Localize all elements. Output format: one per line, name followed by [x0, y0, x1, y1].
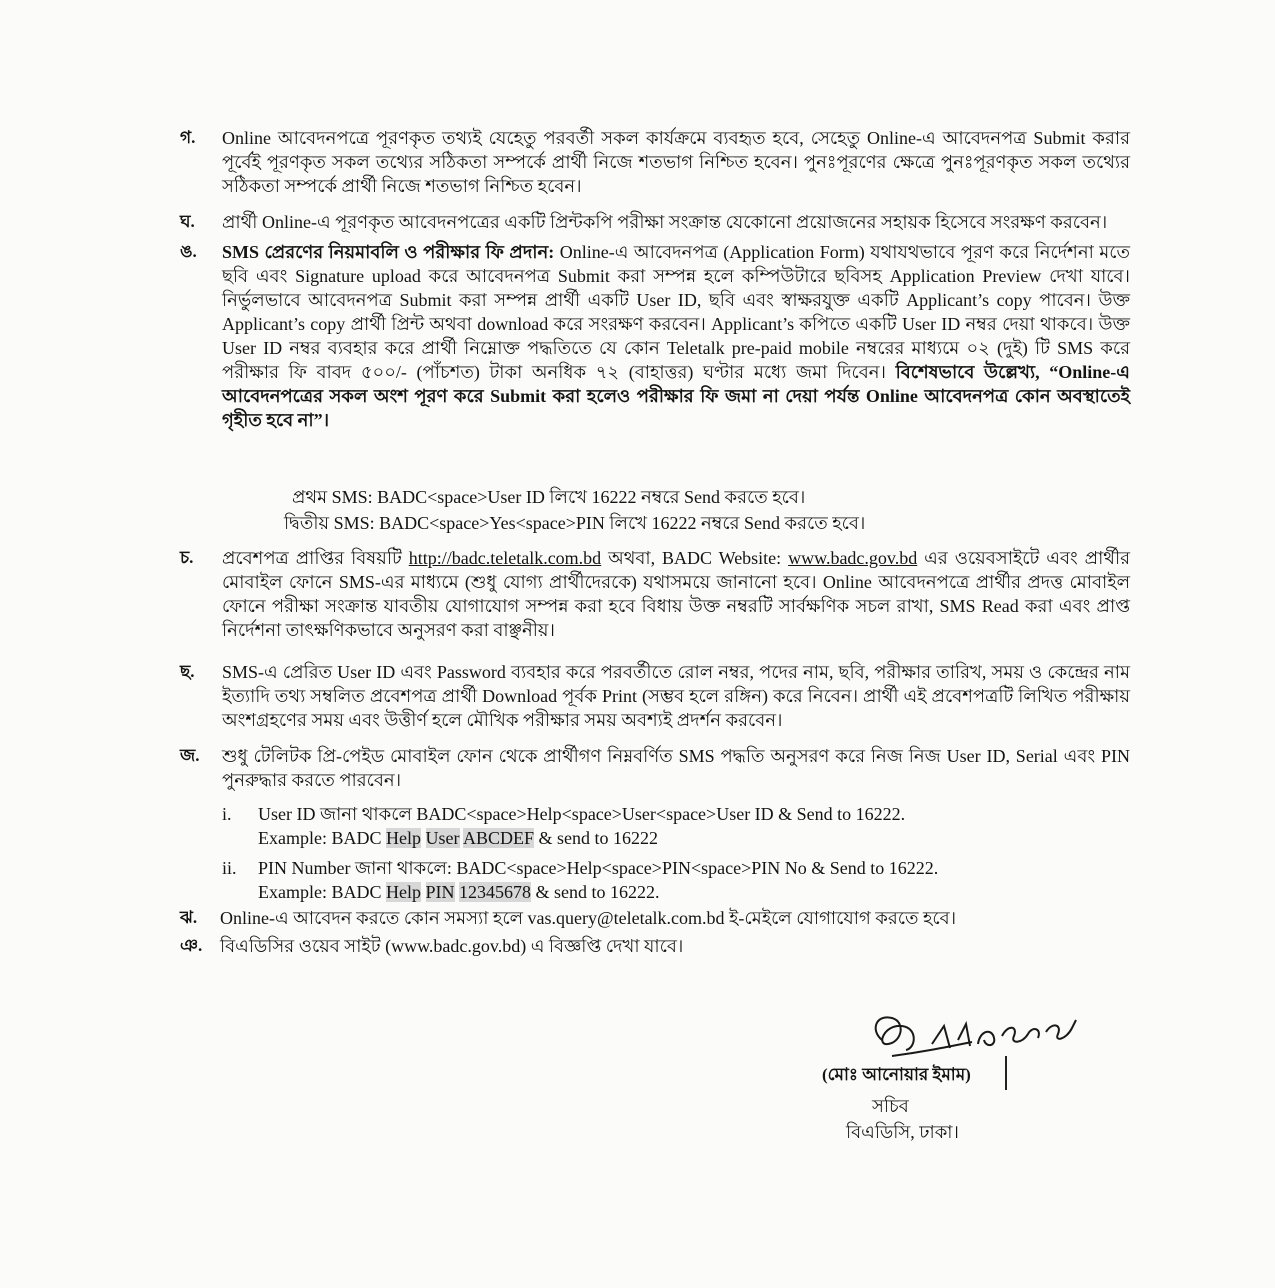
item-body: Online-এ আবেদনপত্র (Application Form) যথাযথভাবে পূরণ করে নির্দেশনা মতে ছবি এবং Signature upload করে আবেদনপত্র Submit করা সম্পন্ন হলে কম্পিউটারে ছবিসহ Application Preview দেখা যাবে। নির্ভুলভাবে আবেদনপত্র Submit করা সম্পন্ন প্রার্থী একটি User ID, ছবি এবং স্বাক্ষরযুক্ত একটি Applicant’s copy পাবেন। উক্ত Applicant’s copy প্রার্থী প্রিন্ট অথবা download করে সংরক্ষণ করবেন। Applicant’s কপিতে একটি User ID নম্বর দেয়া থাকবে। উক্ত User ID নম্বর ব্যবহার করে প্রার্থী নিম্নোক্ত পদ্ধতিতে যে কোন Teletalk pre-paid mobile নম্বরের মাধ্যমে ০২ (দুই) টি SMS করে পরীক্ষার ফি বাবদ ৫০০/- (পাঁচশত) টাকা অনধিক ৭২ (বাহাত্তর) ঘণ্টার মধ্যে জমা দিবেন। — [222, 242, 1131, 382]
item-cha — [180, 546, 1130, 642]
sub-marker: i. — [222, 804, 232, 824]
item-text: শুধু টেলিটক প্রি-পেইড মোবাইল ফোন থেকে প্রার্থীগণ নিম্নবর্ণিত SMS পদ্ধতি অনুসরণ করে নিজ নিজ User ID, Serial এবং PIN পুনরুদ্ধার করতে পারবেন। — [222, 746, 1130, 790]
item-marker: ঝ. — [180, 908, 198, 927]
sms-first: প্রথম SMS: BADC<space>User ID লিখে 16222 নম্বরে Send করতে হবে। — [292, 487, 806, 507]
example-word: ABCDEF — [463, 828, 535, 848]
item-text: SMS-এ প্রেরিত User ID এবং Password ব্যবহার করে পরবর্তীতে রোল নম্বর, পদের নাম, ছবি, পরীক্ষার তারিখ, সময় ও কেন্দ্রের নাম ইত্যাদি তথ্য সম্বলিত প্রবেশপত্র প্রার্থী Download পূর্বক Print (সম্ভব হলে রঙ্গিন) করে নিবেন। প্রার্থী এই প্রবেশপত্রটি লিখিত পরীক্ষায় অংশগ্রহণের সময় এবং উত্তীর্ণ হলে মৌখিক পরীক্ষার সময় অবশ্যই প্রদর্শন করবেন। — [222, 662, 1130, 730]
signatory-title: সচিব — [872, 1096, 909, 1116]
item-ja — [180, 744, 1130, 792]
teletalk-link[interactable]: http://badc.teletalk.com.bd — [408, 548, 602, 568]
example-suffix: & send to 16222. — [531, 882, 660, 902]
example-word: 12345678 — [459, 882, 532, 902]
sub-line: PIN Number জানা থাকলে: BADC<space>Help<space>PIN<space>PIN No & Send to 16222. — [258, 858, 939, 878]
item-text: প্রার্থী Online-এ পূরণকৃত আবেদনপত্রের একটি প্রিন্টকপি পরীক্ষা সংক্রান্ত যেকোনো প্রয়োজনের সহায়ক হিসেবে সংরক্ষণ করবেন। — [222, 212, 1108, 232]
example-word: PIN — [425, 882, 455, 902]
item-marker: ঘ. — [180, 212, 195, 231]
signature-block — [822, 1000, 1102, 1150]
sms-second: দ্বিতীয় SMS: BADC<space>Yes<space>PIN লিখে 16222 নম্বরে Send করতে হবে। — [284, 513, 866, 533]
item-emphasis: বিশেষভাবে উল্লেখ্য, “Online-এ আবেদনপত্রের সকল অংশ পূরণ করে Submit করা হলেও পরীক্ষার ফি জমা না দেয়া পর্যন্ত Online আবেদনপত্র কোন অবস্থাতেই গৃহীত হবে না”। — [222, 362, 1130, 430]
badc-website-link[interactable]: www.badc.gov.bd — [788, 548, 918, 568]
item-marker: ঙ. — [180, 242, 197, 261]
sub-example — [258, 826, 905, 850]
example-prefix: Example: BADC — [258, 882, 386, 902]
item-ga — [180, 126, 1130, 198]
item-nya — [180, 934, 1130, 958]
item-text: বিএডিসির ওয়েব সাইট (www.badc.gov.bd) এ বিজ্ঞপ্তি দেখা যাবে। — [220, 936, 684, 956]
sub-example — [258, 880, 938, 904]
item-marker: জ. — [180, 746, 200, 765]
item-heading: SMS প্রেরণের নিয়মাবলি ও পরীক্ষার ফি প্রদান: — [222, 242, 555, 262]
example-prefix: Example: BADC — [258, 828, 386, 848]
item-umo — [180, 240, 1130, 432]
example-word: Help — [386, 828, 421, 848]
sms-instructions — [284, 484, 866, 536]
item-chha — [180, 660, 1130, 732]
item-gha — [180, 210, 1130, 234]
recovery-method-pin — [222, 856, 938, 904]
item-text-a: প্রবেশপত্র প্রাপ্তির বিষয়টি — [222, 548, 409, 568]
item-text: Online আবেদনপত্রে পূরণকৃত তথ্যই যেহেতু পরবর্তী সকল কার্যক্রমে ব্যবহৃত হবে, সেহেতু Online-এ আবেদনপত্র Submit করার পূর্বেই পূরণকৃত সকল তথ্যের সঠিকতা সম্পর্কে প্রার্থী নিজে শতভাগ নিশ্চিত হবেন। পুনঃপূরণের ক্ষেত্রে পুনঃপূরণকৃত সকল তথ্যের সঠিকতা সম্পর্কে প্রার্থী নিজে শতভাগ নিশ্চিত হবেন। — [222, 128, 1130, 196]
item-marker: গ. — [180, 128, 196, 147]
signatory-office: বিএডিসি, ঢাকা। — [846, 1122, 959, 1142]
item-text-b: অথবা, BADC Website: — [601, 548, 789, 568]
item-text: Online-এ আবেদন করতে কোন সমস্যা হলে vas.query@teletalk.com.bd ই-মেইলে যোগাযোগ করতে হবে। — [220, 908, 957, 928]
item-jha — [180, 906, 1130, 930]
item-text-c: এর ওয়েবসাইটে এবং প্রার্থীর মোবাইল ফোনে SMS-এর মাধ্যমে (শুধু যোগ্য প্রার্থীদেরকে) যথাসময়ে জানানো হবে। Online আবেদনপত্রে প্রার্থীর প্রদত্ত মোবাইল ফোনে পরীক্ষা সংক্রান্ত যাবতীয় যোগাযোগ সম্পন্ন করা হবে বিধায় উক্ত নম্বরটি সার্বক্ষণিক সচল রাখা, SMS Read করা এবং প্রাপ্ত নির্দেশনা তাৎক্ষণিকভাবে অনুসরণ করা বাঞ্ছনীয়। — [222, 548, 1130, 640]
item-marker: ছ. — [180, 662, 195, 681]
item-text — [222, 546, 1130, 642]
example-word: Help — [386, 882, 421, 902]
recovery-method-user-id — [222, 802, 905, 850]
item-marker: চ. — [180, 548, 194, 567]
item-text — [222, 240, 1130, 432]
example-suffix: & send to 16222 — [534, 828, 659, 848]
item-marker: ঞ. — [180, 936, 203, 955]
sub-line: User ID জানা থাকলে BADC<space>Help<space>User<space>User ID & Send to 16222. — [258, 804, 906, 824]
signatory-name: (মোঃ আনোয়ার ইমাম) — [822, 1065, 971, 1084]
sub-marker: ii. — [222, 858, 237, 878]
example-word: User — [425, 828, 460, 848]
signature-divider — [1005, 1056, 1007, 1090]
